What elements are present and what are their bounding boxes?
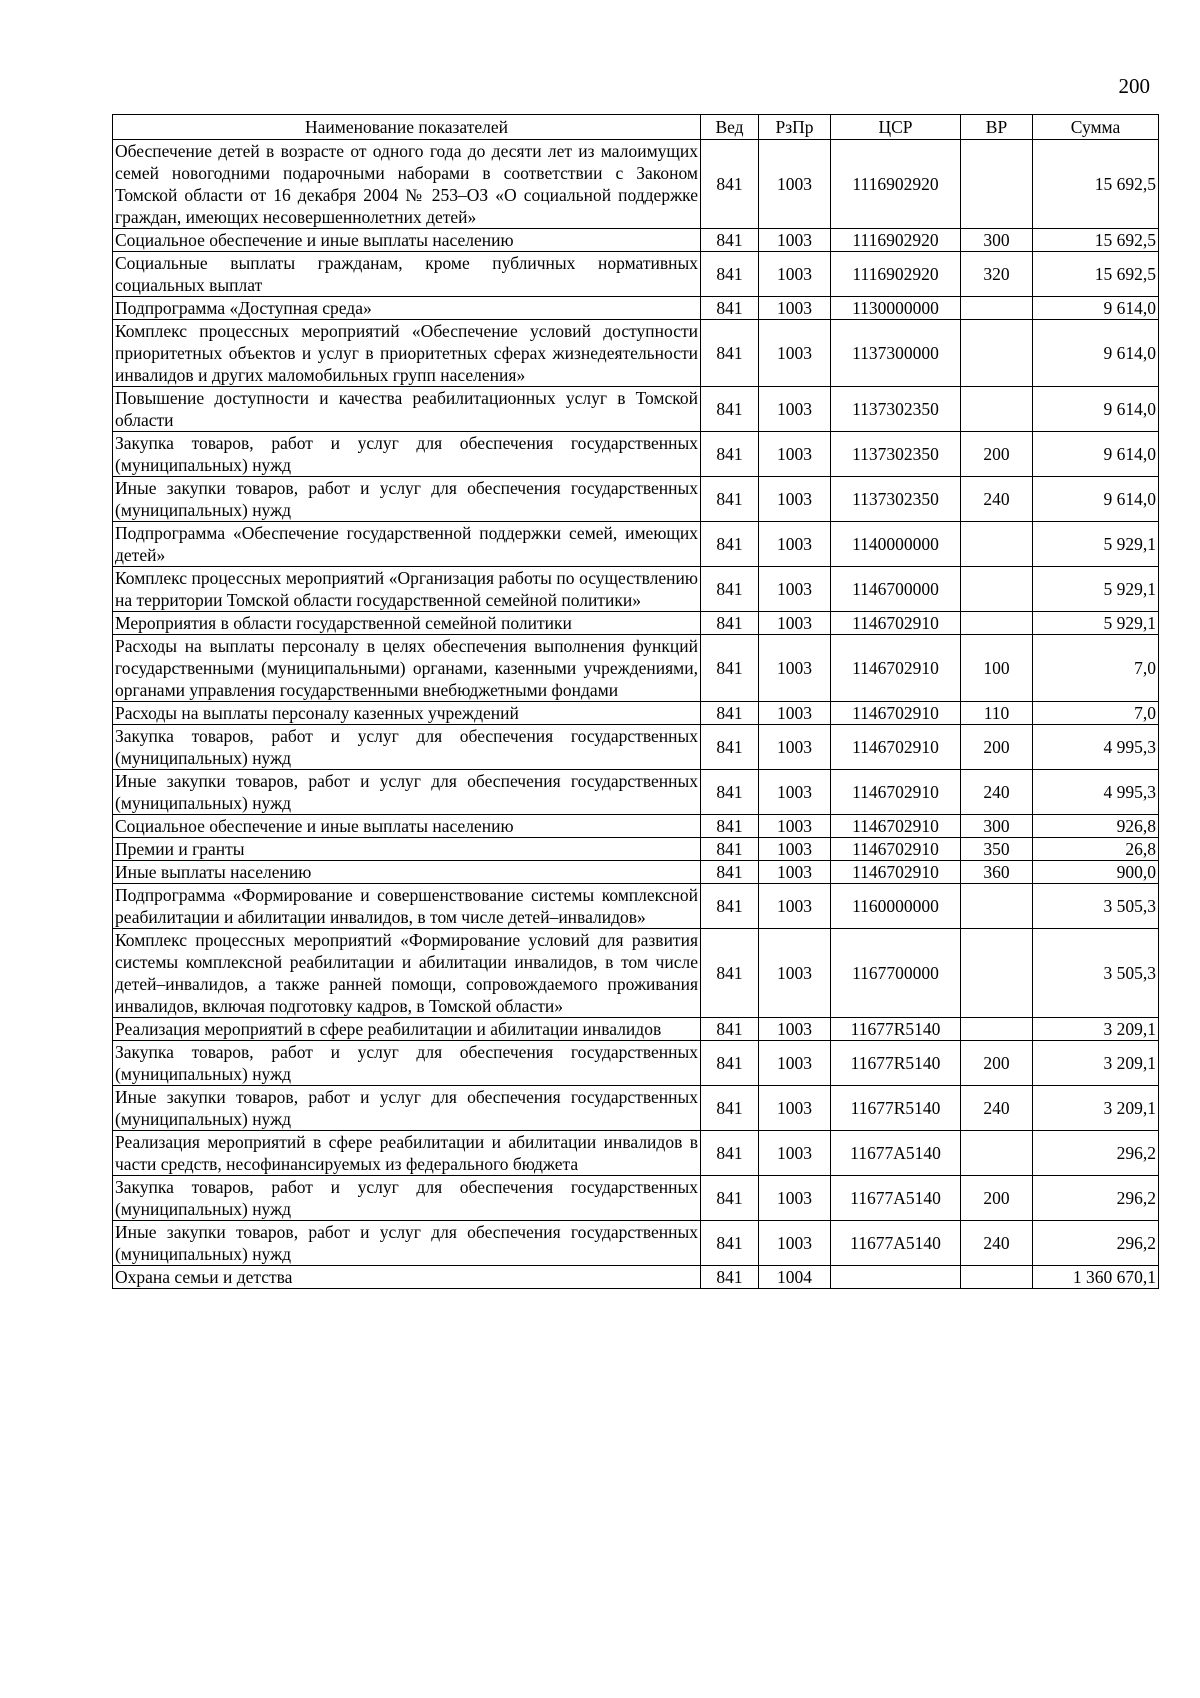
cell-vr: [961, 1131, 1033, 1176]
cell-ved: 841: [701, 770, 759, 815]
cell-name: Иные закупки товаров, работ и услуг для обеспечения государственных (муниципальных) нужд: [113, 1221, 701, 1266]
cell-rzpr: 1003: [759, 522, 831, 567]
cell-ved: 841: [701, 1176, 759, 1221]
cell-vr: [961, 522, 1033, 567]
header-rzpr: РзПр: [759, 115, 831, 140]
cell-vr: 360: [961, 861, 1033, 884]
cell-vr: [961, 140, 1033, 229]
cell-csr: 1146702910: [831, 725, 961, 770]
table-body: [113, 140, 1159, 1289]
cell-ved: 841: [701, 1086, 759, 1131]
cell-ved: 841: [701, 1266, 759, 1289]
cell-vr: 300: [961, 229, 1033, 252]
table-row: [113, 477, 1159, 522]
table-row: [113, 612, 1159, 635]
cell-name: Подпрограмма «Доступная среда»: [113, 297, 701, 320]
cell-ved: 841: [701, 432, 759, 477]
cell-ved: 841: [701, 612, 759, 635]
cell-ved: 841: [701, 1221, 759, 1266]
cell-vr: 320: [961, 252, 1033, 297]
table-row: [113, 929, 1159, 1018]
table-row: [113, 320, 1159, 387]
cell-sum: 296,2: [1033, 1131, 1159, 1176]
cell-sum: 7,0: [1033, 702, 1159, 725]
cell-csr: 1130000000: [831, 297, 961, 320]
cell-csr: 1116902920: [831, 140, 961, 229]
cell-vr: 240: [961, 1086, 1033, 1131]
cell-name: Расходы на выплаты персоналу в целях обеспечения выполнения функций государственными (муниципальными) органами, казенными учреждениями, органами управления государственными внебюджетными фондами: [113, 635, 701, 702]
cell-csr: 1146702910: [831, 612, 961, 635]
cell-csr: 1146702910: [831, 861, 961, 884]
cell-csr: 1140000000: [831, 522, 961, 567]
cell-sum: 9 614,0: [1033, 320, 1159, 387]
cell-ved: 841: [701, 702, 759, 725]
cell-ved: 841: [701, 522, 759, 567]
table-row: [113, 522, 1159, 567]
cell-vr: 200: [961, 432, 1033, 477]
cell-name: Закупка товаров, работ и услуг для обеспечения государственных (муниципальных) нужд: [113, 1041, 701, 1086]
cell-csr: 11677A5140: [831, 1131, 961, 1176]
table-row: [113, 1041, 1159, 1086]
budget-table: [112, 114, 1159, 1289]
cell-ved: 841: [701, 567, 759, 612]
table-row: [113, 1221, 1159, 1266]
cell-csr: 1160000000: [831, 884, 961, 929]
cell-name: Закупка товаров, работ и услуг для обеспечения государственных (муниципальных) нужд: [113, 432, 701, 477]
cell-name: Социальное обеспечение и иные выплаты населению: [113, 815, 701, 838]
cell-ved: 841: [701, 635, 759, 702]
cell-rzpr: 1003: [759, 432, 831, 477]
cell-vr: [961, 884, 1033, 929]
table-row: [113, 635, 1159, 702]
table-row: [113, 725, 1159, 770]
cell-name: Иные выплаты населению: [113, 861, 701, 884]
cell-vr: 200: [961, 1176, 1033, 1221]
cell-sum: 4 995,3: [1033, 770, 1159, 815]
cell-csr: 1146702910: [831, 770, 961, 815]
cell-rzpr: 1003: [759, 252, 831, 297]
cell-sum: 5 929,1: [1033, 567, 1159, 612]
cell-rzpr: 1003: [759, 297, 831, 320]
cell-name: Обеспечение детей в возрасте от одного года до десяти лет из малоимущих семей новогодними подарочными наборами в соответствии с Законом Томской области от 16 декабря 2004 № 253–ОЗ «О социальной поддержке граждан, имеющих несовершеннолетних детей»: [113, 140, 701, 229]
cell-rzpr: 1003: [759, 612, 831, 635]
cell-name: Социальное обеспечение и иные выплаты населению: [113, 229, 701, 252]
cell-sum: 3 209,1: [1033, 1041, 1159, 1086]
cell-sum: 9 614,0: [1033, 297, 1159, 320]
cell-name: Иные закупки товаров, работ и услуг для обеспечения государственных (муниципальных) нужд: [113, 770, 701, 815]
cell-rzpr: 1003: [759, 725, 831, 770]
cell-csr: 1146702910: [831, 838, 961, 861]
cell-name: Иные закупки товаров, работ и услуг для обеспечения государственных (муниципальных) нужд: [113, 477, 701, 522]
cell-vr: 240: [961, 477, 1033, 522]
cell-name: Социальные выплаты гражданам, кроме публичных нормативных социальных выплат: [113, 252, 701, 297]
cell-name: Мероприятия в области государственной семейной политики: [113, 612, 701, 635]
cell-ved: 841: [701, 1131, 759, 1176]
cell-name: Подпрограмма «Обеспечение государственной поддержки семей, имеющих детей»: [113, 522, 701, 567]
cell-rzpr: 1003: [759, 1221, 831, 1266]
cell-ved: 841: [701, 252, 759, 297]
cell-ved: 841: [701, 320, 759, 387]
table-row: [113, 297, 1159, 320]
cell-vr: 350: [961, 838, 1033, 861]
cell-name: Реализация мероприятий в сфере реабилитации и абилитации инвалидов в части средств, несофинансируемых из федерального бюджета: [113, 1131, 701, 1176]
page-number: 200: [1118, 74, 1150, 98]
table-row: [113, 884, 1159, 929]
cell-rzpr: 1003: [759, 320, 831, 387]
cell-sum: 7,0: [1033, 635, 1159, 702]
cell-vr: 300: [961, 815, 1033, 838]
cell-name: Расходы на выплаты персоналу казенных учреждений: [113, 702, 701, 725]
cell-sum: 26,8: [1033, 838, 1159, 861]
cell-rzpr: 1003: [759, 635, 831, 702]
cell-csr: 1137302350: [831, 432, 961, 477]
cell-rzpr: 1003: [759, 1041, 831, 1086]
table-row: [113, 567, 1159, 612]
cell-sum: 15 692,5: [1033, 252, 1159, 297]
cell-ved: 841: [701, 387, 759, 432]
cell-csr: 1146702910: [831, 635, 961, 702]
table-row: [113, 770, 1159, 815]
cell-csr: 11677R5140: [831, 1086, 961, 1131]
cell-vr: [961, 297, 1033, 320]
cell-ved: 841: [701, 929, 759, 1018]
cell-vr: 200: [961, 1041, 1033, 1086]
cell-name: Премии и гранты: [113, 838, 701, 861]
cell-rzpr: 1003: [759, 838, 831, 861]
cell-name: Закупка товаров, работ и услуг для обеспечения государственных (муниципальных) нужд: [113, 1176, 701, 1221]
table-row: [113, 229, 1159, 252]
cell-name: Закупка товаров, работ и услуг для обеспечения государственных (муниципальных) нужд: [113, 725, 701, 770]
cell-rzpr: 1003: [759, 1086, 831, 1131]
cell-sum: 296,2: [1033, 1176, 1159, 1221]
cell-sum: 9 614,0: [1033, 477, 1159, 522]
cell-rzpr: 1003: [759, 929, 831, 1018]
cell-sum: 15 692,5: [1033, 229, 1159, 252]
cell-vr: [961, 929, 1033, 1018]
table-row: [113, 140, 1159, 229]
table-row: [113, 387, 1159, 432]
cell-rzpr: 1003: [759, 1131, 831, 1176]
cell-csr: 1167700000: [831, 929, 961, 1018]
table-row: [113, 432, 1159, 477]
cell-csr: [831, 1266, 961, 1289]
header-csr: ЦСР: [831, 115, 961, 140]
cell-sum: 900,0: [1033, 861, 1159, 884]
cell-sum: 296,2: [1033, 1221, 1159, 1266]
cell-ved: 841: [701, 477, 759, 522]
cell-csr: 11677A5140: [831, 1176, 961, 1221]
cell-ved: 841: [701, 297, 759, 320]
cell-rzpr: 1003: [759, 387, 831, 432]
cell-rzpr: 1003: [759, 229, 831, 252]
cell-rzpr: 1003: [759, 770, 831, 815]
cell-rzpr: 1003: [759, 1176, 831, 1221]
table-row: [113, 1018, 1159, 1041]
cell-csr: 1146700000: [831, 567, 961, 612]
table-row: [113, 1131, 1159, 1176]
table-row: [113, 1266, 1159, 1289]
cell-sum: 926,8: [1033, 815, 1159, 838]
cell-sum: 3 505,3: [1033, 884, 1159, 929]
cell-csr: 11677R5140: [831, 1018, 961, 1041]
cell-csr: 1137302350: [831, 387, 961, 432]
cell-vr: 100: [961, 635, 1033, 702]
cell-csr: 1146702910: [831, 815, 961, 838]
cell-vr: 240: [961, 1221, 1033, 1266]
cell-rzpr: 1003: [759, 477, 831, 522]
cell-name: Иные закупки товаров, работ и услуг для обеспечения государственных (муниципальных) нужд: [113, 1086, 701, 1131]
cell-csr: 1137300000: [831, 320, 961, 387]
cell-vr: [961, 567, 1033, 612]
cell-csr: 1116902920: [831, 229, 961, 252]
cell-csr: 1146702910: [831, 702, 961, 725]
header-sum: Сумма: [1033, 115, 1159, 140]
cell-name: Комплекс процессных мероприятий «Организация работы по осуществлению на территории Томской области государственной семейной политики»: [113, 567, 701, 612]
cell-ved: 841: [701, 725, 759, 770]
cell-rzpr: 1003: [759, 702, 831, 725]
cell-csr: 11677A5140: [831, 1221, 961, 1266]
cell-ved: 841: [701, 861, 759, 884]
table-row: [113, 1176, 1159, 1221]
cell-sum: 3 209,1: [1033, 1018, 1159, 1041]
cell-vr: 240: [961, 770, 1033, 815]
cell-sum: 3 209,1: [1033, 1086, 1159, 1131]
cell-rzpr: 1003: [759, 1018, 831, 1041]
cell-csr: 11677R5140: [831, 1041, 961, 1086]
table-row: [113, 252, 1159, 297]
table-row: [113, 861, 1159, 884]
cell-name: Комплекс процессных мероприятий «Обеспечение условий доступности приоритетных объектов и услуг в приоритетных сферах жизнедеятельности инвалидов и других маломобильных групп населения»: [113, 320, 701, 387]
cell-ved: 841: [701, 815, 759, 838]
cell-vr: [961, 612, 1033, 635]
header-ved: Вед: [701, 115, 759, 140]
table-header-row: [113, 115, 1159, 140]
cell-vr: 200: [961, 725, 1033, 770]
cell-sum: 9 614,0: [1033, 432, 1159, 477]
table-row: [113, 1086, 1159, 1131]
cell-rzpr: 1003: [759, 815, 831, 838]
cell-name: Охрана семьи и детства: [113, 1266, 701, 1289]
cell-rzpr: 1003: [759, 884, 831, 929]
cell-sum: 3 505,3: [1033, 929, 1159, 1018]
table-row: [113, 702, 1159, 725]
header-vr: ВР: [961, 115, 1033, 140]
cell-ved: 841: [701, 884, 759, 929]
cell-rzpr: 1003: [759, 567, 831, 612]
table-row: [113, 815, 1159, 838]
cell-name: Подпрограмма «Формирование и совершенствование системы комплексной реабилитации и абилитации инвалидов, в том числе детей–инвалидов»: [113, 884, 701, 929]
header-name: Наименование показателей: [113, 115, 701, 140]
cell-rzpr: 1004: [759, 1266, 831, 1289]
cell-name: Реализация мероприятий в сфере реабилитации и абилитации инвалидов: [113, 1018, 701, 1041]
cell-ved: 841: [701, 838, 759, 861]
cell-vr: [961, 1018, 1033, 1041]
cell-ved: 841: [701, 1041, 759, 1086]
cell-sum: 4 995,3: [1033, 725, 1159, 770]
cell-sum: 9 614,0: [1033, 387, 1159, 432]
cell-sum: 5 929,1: [1033, 522, 1159, 567]
cell-vr: [961, 1266, 1033, 1289]
cell-sum: 15 692,5: [1033, 140, 1159, 229]
cell-vr: 110: [961, 702, 1033, 725]
table-row: [113, 838, 1159, 861]
cell-vr: [961, 320, 1033, 387]
cell-name: Комплекс процессных мероприятий «Формирование условий для развития системы комплексной реабилитации и абилитации инвалидов, в том числе детей–инвалидов, а также ранней помощи, сопровождаемого проживания инвалидов, включая подготовку кадров, в Томской области»: [113, 929, 701, 1018]
cell-vr: [961, 387, 1033, 432]
cell-ved: 841: [701, 1018, 759, 1041]
cell-sum: 5 929,1: [1033, 612, 1159, 635]
cell-rzpr: 1003: [759, 140, 831, 229]
cell-rzpr: 1003: [759, 861, 831, 884]
cell-csr: 1116902920: [831, 252, 961, 297]
cell-ved: 841: [701, 229, 759, 252]
cell-name: Повышение доступности и качества реабилитационных услуг в Томской области: [113, 387, 701, 432]
cell-csr: 1137302350: [831, 477, 961, 522]
cell-ved: 841: [701, 140, 759, 229]
cell-sum: 1 360 670,1: [1033, 1266, 1159, 1289]
